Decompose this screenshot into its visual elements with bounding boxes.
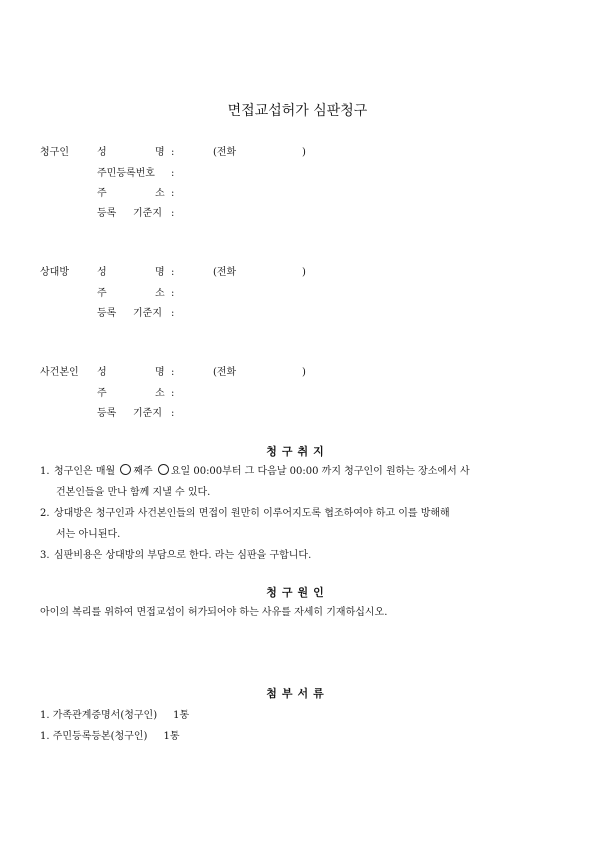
purpose-item-3 [40, 545, 560, 566]
purpose-heading: 청구취지 [266, 445, 329, 458]
attachment-label: 1. 가족관계증명서(청구인) [40, 710, 158, 721]
name-label-first: 성 [97, 147, 107, 158]
address-label-second: 소 [155, 288, 165, 299]
phone-field-close: ) [302, 147, 306, 158]
phone-field-close: ) [302, 367, 306, 378]
name-label-second: 명 [155, 267, 165, 278]
claimant-party-label: 청구인 [40, 147, 69, 158]
purpose-item-1-text-a: 청구인은 매월 [54, 466, 116, 477]
rrn-colon: : [171, 168, 175, 179]
name-colon: : [171, 267, 175, 278]
domicile-colon: : [171, 308, 175, 319]
purpose-item-1 [40, 461, 560, 482]
attachment-item [40, 727, 180, 742]
domicile-label-first: 등록 [97, 208, 117, 219]
purpose-item-3-text: 심판비용은 상대방의 부담으로 한다. 라는 심판을 구합니다. [54, 550, 312, 561]
page-title: 면접교섭허가 심판청구 [227, 103, 368, 119]
attachment-label: 1. 주민등록등본(청구인) [40, 731, 148, 742]
address-colon: : [171, 388, 175, 399]
purpose-item-2-continuation: 서는 아니된다. [56, 529, 121, 540]
address-colon: : [171, 288, 175, 299]
item-number: 3. [40, 550, 50, 561]
purpose-item-1-continuation: 건본인들을 만나 함께 지낼 수 있다. [56, 487, 211, 498]
name-label-first: 성 [97, 367, 107, 378]
purpose-item-2-text: 상대방은 청구인과 사건본인들의 면접이 원만히 이루어지도록 협조하여야 하고 이를 방해해 [54, 508, 450, 519]
phone-field-open: (전화 [213, 147, 237, 158]
domicile-colon: : [171, 408, 175, 419]
address-colon: : [171, 188, 175, 199]
phone-field-open: (전화 [213, 267, 237, 278]
purpose-list [40, 461, 560, 566]
address-label-first: 주 [97, 388, 107, 399]
attachment-item [40, 706, 189, 721]
circle-icon [120, 464, 131, 475]
rrn-label: 주민등록번호 [97, 168, 155, 179]
name-colon: : [171, 147, 175, 158]
domicile-label-first: 등록 [97, 408, 117, 419]
cause-text: 아이의 복리를 위하여 면접교섭이 허가되어야 하는 사유를 자세히 기재하십시오. [40, 607, 388, 618]
address-label-second: 소 [155, 188, 165, 199]
phone-field-open: (전화 [213, 367, 237, 378]
domicile-label-first: 등록 [97, 308, 117, 319]
name-label-second: 명 [155, 367, 165, 378]
principal-party-label: 사건본인 [40, 367, 79, 378]
address-label-second: 소 [155, 388, 165, 399]
purpose-item-1-text-c: 요일 00:00부터 그 다음날 00:00 까지 청구인이 원하는 장소에서 사 [170, 466, 470, 477]
name-label-first: 성 [97, 267, 107, 278]
attachments-heading: 첨부서류 [266, 687, 329, 700]
name-colon: : [171, 367, 175, 378]
attachment-qty: 1통 [163, 731, 180, 742]
purpose-item-2 [40, 503, 560, 524]
domicile-label-second: 기준지 [133, 308, 162, 319]
name-label-second: 명 [155, 147, 165, 158]
item-number: 1. [40, 466, 50, 477]
address-label-first: 주 [97, 188, 107, 199]
address-label-first: 주 [97, 288, 107, 299]
item-number: 2. [40, 508, 50, 519]
domicile-label-second: 기준지 [133, 408, 162, 419]
attachment-qty: 1통 [173, 710, 190, 721]
circle-icon [158, 464, 169, 475]
cause-heading: 청구원인 [266, 586, 329, 599]
purpose-item-1-text-b: 째주 [133, 466, 153, 477]
domicile-label-second: 기준지 [133, 208, 162, 219]
respondent-party-label: 상대방 [40, 267, 69, 278]
phone-field-close: ) [302, 267, 306, 278]
domicile-colon: : [171, 208, 175, 219]
